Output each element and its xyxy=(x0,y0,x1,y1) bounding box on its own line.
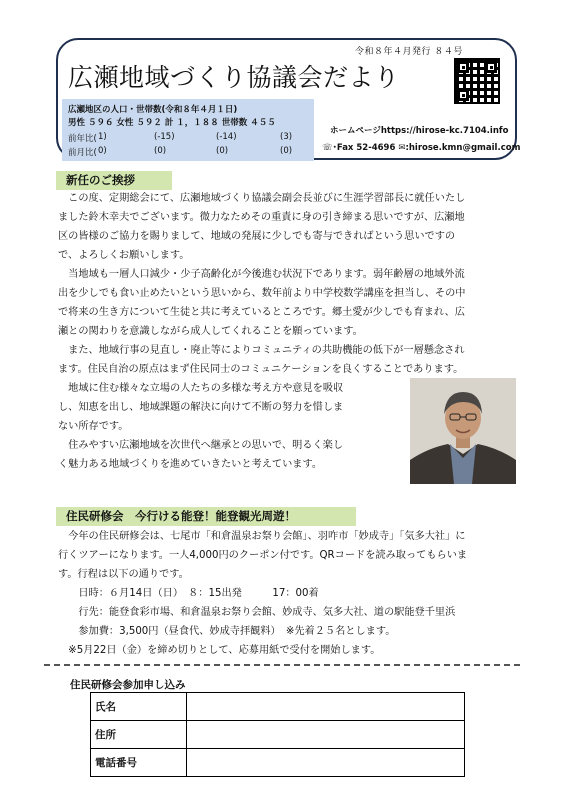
training-line: 参加費：3,500円（昼食代、妙成寺拝観料） ※先着２５名とします。 xyxy=(58,626,396,637)
prev-year-label: 前年比( xyxy=(68,134,97,144)
greeting-line: で将来の生き方について生徒と共に考えているところです。郷土愛が少しでも育まれ、広 xyxy=(58,307,465,318)
greeting-line: 瀬との関わりを意識しながら成人してくれることを願っています。 xyxy=(58,326,363,337)
greeting-line: この度、定期総会にて、広瀬地域づくり協議会副会長並びに生涯学習部長に就任いたし xyxy=(58,193,466,204)
prev-month-label: 前月比( xyxy=(68,148,97,158)
newsletter-title: 広瀬地域づくり協議会だより xyxy=(68,63,400,92)
training-line: 日時：６月14日（日） ８：15出発 17：00着 xyxy=(58,588,319,599)
greeting-line: ました鈴木幸夫でございます。微力なためその重責に身の引き締まる思いですが、広瀬地 xyxy=(58,212,465,223)
address-label: 住所 xyxy=(91,721,187,749)
phone-email: ☏･Fax 52-4696 ✉:hirose.kmn@gmail.com xyxy=(322,143,521,153)
name-field[interactable] xyxy=(187,693,465,721)
training-line: す。行程は以下の通りです。 xyxy=(58,569,189,580)
greeting-heading: 新任のご挨拶 xyxy=(56,171,172,190)
greeting-line: また、地域行事の見直し・廃止等によりコミュニティの共助機能の低下が一層懸念され xyxy=(58,345,465,356)
greeting-line: ない所存です。 xyxy=(58,421,129,432)
name-label: 氏名 xyxy=(91,693,187,721)
greeting-line: で、よろしくお願いします。 xyxy=(58,250,190,261)
greeting-line: し、知恵を出し、地域課題の解決に向けて不断の努力を惜しま xyxy=(58,402,344,413)
population-box xyxy=(62,99,314,161)
training-line: ※5月22日（金）を締め切りとして、応募用紙で受付を開始します。 xyxy=(58,645,381,656)
prev-month-households: (0) xyxy=(280,146,293,156)
portrait-photo xyxy=(410,378,516,484)
greeting-line: ます。住民自治の原点はまず住民同士のコミュニケーションを良くすることであります。 xyxy=(58,364,464,375)
qr-code-icon[interactable] xyxy=(454,58,500,104)
greeting-line: 地域に住む様々な立場の人たちの多様な考え方や意見を吸収 xyxy=(58,383,344,394)
prev-year-female: (-15) xyxy=(154,132,175,142)
training-line: 行くツアーになります。一人4,000円のクーポン付です。QRコードを読み取ってもらいま xyxy=(58,550,468,561)
form-title: 住民研修会参加申し込み xyxy=(70,679,186,691)
training-heading: 住民研修会 今行ける能登！能登観光周遊！ xyxy=(56,507,356,526)
training-line: 今年の住民研修会は、七尾市「和倉温泉お祭り会館」、羽咋市「妙成寺」「気多大社」に xyxy=(58,531,466,542)
prev-year-households: (3) xyxy=(280,132,293,142)
form-row xyxy=(91,721,465,749)
greeting-line: 住みやすい広瀬地域を次世代へ継承との思いで、明るく楽し xyxy=(58,440,344,451)
greeting-line: 区の皆様のご協力を賜りまして、地域の発展に少しでも寄与できればという思いですの xyxy=(58,231,456,242)
prev-year-total: (-14) xyxy=(216,132,237,142)
phone-field[interactable] xyxy=(187,749,465,777)
greeting-body xyxy=(58,189,466,474)
population-counts: 男性 ５９６ 女性 ５９２ 計 １，１８８ 世帯数 ４５５ xyxy=(68,118,276,128)
cut-line xyxy=(44,664,520,666)
greeting-line: 出を少しでも食い止めたいという思いから、数年前より中学校数学講座を担当し、その中 xyxy=(58,288,466,299)
training-body xyxy=(58,527,467,660)
form-row xyxy=(91,693,465,721)
prev-month-male: 0) xyxy=(98,146,107,156)
training-line: 行先：能登食彩市場、和倉温泉お祭り会館、妙成寺、気多大社、道の駅能登千里浜 xyxy=(58,607,456,618)
population-heading: 広瀬地区の人口・世帯数(令和８年４月１日) xyxy=(68,105,238,115)
form-row xyxy=(91,749,465,777)
application-form xyxy=(90,692,465,777)
prev-month-female: (0) xyxy=(154,146,167,156)
greeting-line: く魅力ある地域づくりを進めていきたいと考えています。 xyxy=(58,459,323,470)
prev-year-male: 1) xyxy=(98,132,107,142)
homepage-link[interactable]: ホームページhttps://hirose-kc.7104.info xyxy=(330,126,509,136)
phone-label: 電話番号 xyxy=(91,749,187,777)
greeting-line: 当地域も一層人口減少・少子高齢化が今後進む状況下であります。弱年齢層の地域外流 xyxy=(58,269,465,280)
prev-month-total: (0) xyxy=(216,146,229,156)
issue-number: 令和８年４月発行 ８４号 xyxy=(355,47,463,57)
address-field[interactable] xyxy=(187,721,465,749)
